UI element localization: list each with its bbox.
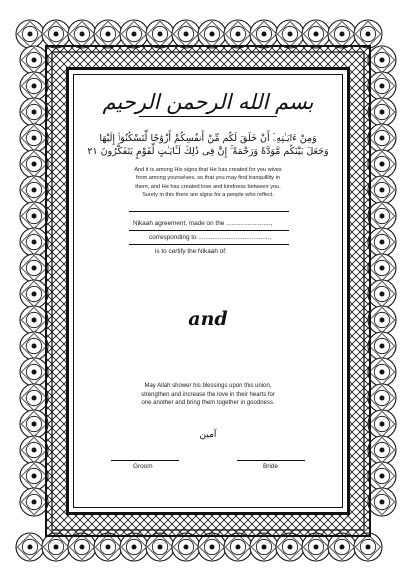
arabesque-motif	[94, 20, 122, 48]
groom-label: Groom	[133, 463, 153, 470]
arabesque-motif	[42, 533, 70, 561]
arabesque-motif	[16, 20, 44, 48]
verse-translation	[91, 166, 325, 200]
arabesque-motif	[250, 533, 278, 561]
arabesque-motif	[120, 533, 148, 561]
arabesque-motif	[368, 72, 396, 100]
arabesque-motif	[20, 150, 48, 178]
arabesque-motif	[20, 384, 48, 412]
arabesque-motif	[328, 20, 356, 48]
arabesque-motif	[20, 332, 48, 360]
arabesque-motif	[368, 98, 396, 126]
corresponding-rule	[129, 244, 289, 245]
basmala-underline	[139, 116, 277, 117]
blessing-line: one another and bring them together in goodness.	[141, 400, 275, 407]
arabesque-motif	[368, 150, 396, 178]
bride-label: Bride	[263, 463, 278, 470]
arabesque-motif	[368, 306, 396, 334]
translation-line: Surely in this there are signs for a people who reflect.	[142, 192, 274, 199]
arabesque-motif	[20, 436, 48, 464]
arabesque-motif	[172, 533, 200, 561]
arabesque-motif	[172, 20, 200, 48]
arabesque-motif	[20, 72, 48, 100]
arabesque-motif	[302, 533, 330, 561]
ameen-text: آمين	[199, 430, 217, 440]
arabesque-motif	[20, 228, 48, 256]
arabesque-motif	[68, 533, 96, 561]
arabesque-motif	[224, 533, 252, 561]
arabesque-motif	[368, 384, 396, 412]
and-conjunction: and	[188, 308, 228, 330]
certify-line: is to certify the Nikaah of:	[155, 248, 227, 255]
arabesque-motif	[20, 98, 48, 126]
arabesque-motif	[276, 20, 304, 48]
arabesque-motif	[42, 20, 70, 48]
translation-line: And it is among His signs that He has created for you wives	[134, 167, 282, 173]
arabesque-motif	[146, 533, 174, 561]
arabesque-motif	[20, 306, 48, 334]
arabesque-motif	[20, 254, 48, 282]
arabesque-motif	[20, 462, 48, 490]
arabesque-motif	[354, 533, 382, 561]
blessing-line: strengthen and increase the love in their hearts for	[141, 391, 275, 398]
arabesque-motif	[68, 20, 96, 48]
certificate-panel	[66, 67, 350, 515]
arabesque-motif	[328, 533, 356, 561]
translation-line: them, and He has created love and kindness between you.	[135, 183, 281, 190]
bride-signature-line	[237, 460, 305, 461]
arabesque-motif	[20, 358, 48, 386]
agreement-date-rule	[129, 230, 289, 231]
arabesque-motif	[302, 20, 330, 48]
corresponding-date-line: corresponding to ........................................,	[149, 234, 272, 241]
arabesque-motif	[198, 20, 226, 48]
agreement-top-rule	[129, 211, 289, 212]
arabesque-motif	[20, 202, 48, 230]
arabesque-motif	[368, 488, 396, 516]
arabesque-motif	[368, 46, 396, 74]
arabesque-motif	[368, 254, 396, 282]
arabesque-motif	[20, 124, 48, 152]
arabesque-motif	[368, 176, 396, 204]
arabesque-motif	[224, 20, 252, 48]
agreement-date-line: Nikaah agreement, made on the .........................,	[133, 220, 273, 227]
arabesque-motif	[16, 533, 44, 561]
arabesque-motif	[20, 410, 48, 438]
arabesque-motif	[368, 202, 396, 230]
blessing-line: May Allah shower his blessings upon this union,	[144, 383, 272, 389]
arabesque-motif	[120, 20, 148, 48]
arabesque-motif	[20, 176, 48, 204]
arabesque-motif	[368, 332, 396, 360]
arabesque-motif	[354, 20, 382, 48]
arabesque-motif	[368, 280, 396, 308]
translation-line: from among yourselves, so that you may find tranquillity in	[136, 175, 280, 182]
arabesque-motif	[250, 20, 278, 48]
arabesque-motif	[368, 228, 396, 256]
arabesque-motif	[276, 533, 304, 561]
arabesque-motif	[20, 280, 48, 308]
arabesque-motif	[20, 488, 48, 516]
certificate-content	[69, 70, 347, 512]
arabesque-motif	[94, 533, 122, 561]
basmala-calligraphy: بسم الله الرحمن الرحيم	[102, 90, 314, 114]
blessing-text	[97, 382, 319, 408]
arabesque-motif	[368, 462, 396, 490]
arabesque-motif	[368, 410, 396, 438]
groom-signature-line	[111, 460, 179, 461]
arabesque-motif	[368, 124, 396, 152]
arabesque-motif	[146, 20, 174, 48]
arabesque-motif	[368, 436, 396, 464]
arabesque-motif	[198, 533, 226, 561]
quran-verse-arabic: وَمِنْ ءَايَـٰتِهِۦٓ أَنْ خَلَقَ لَكُم مِّنْ أَنفُسِكُمْ أَزْوَٰجًا لِّتَسْكُنُوٓا۟ إِلَيْهَا وَجَعَلَ بَيْنَكُم مَّوَدَّةً وَرَحْمَةً ۚ إِنَّ فِى ذَٰلِكَ لَـَٔايَـٰتٍ لِّقَوْمٍ يَتَفَكَّرُونَ ٢١	[87, 133, 329, 157]
arabesque-motif	[368, 358, 396, 386]
arabesque-motif	[20, 46, 48, 74]
